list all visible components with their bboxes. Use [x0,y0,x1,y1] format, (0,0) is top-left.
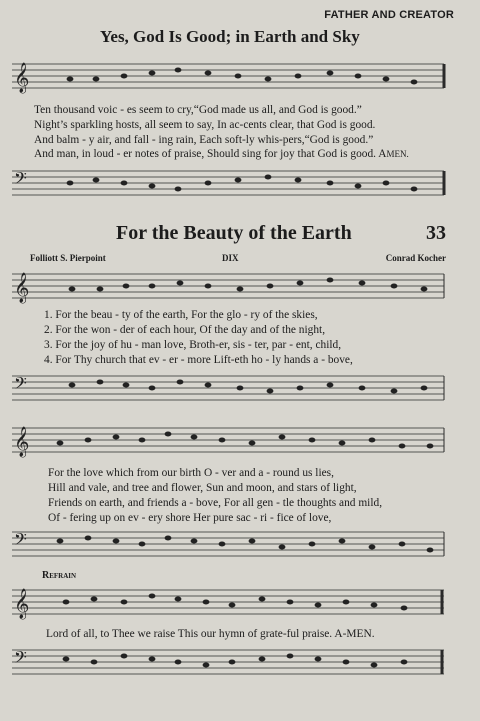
verse-line: 4. For Thy church that ev - er - more Lift-eth ho - ly hands a - bove, [44,354,353,366]
svg-text:𝄢: 𝄢 [14,529,27,553]
svg-text:𝄞: 𝄞 [14,273,30,303]
hymn-title: For the Beauty of the Earth [116,222,352,244]
bass-staff-3 [12,524,450,564]
hymn-title: Yes, God Is Good; in Earth and Sky [100,27,360,46]
lyric-line: Night’s sparkling hosts, all seem to say, In ac-cents clear, that God is good. [34,119,376,131]
treble-staff-1 [12,56,450,96]
verse-line: 1. For the beau - ty of the earth, For the glo - ry of the skies, [44,309,318,321]
treble-staff-2 [12,266,450,306]
lyric-line: And balm - y air, and fall - ing rain, Each soft-ly whis-pers,“God is good.” [34,134,374,146]
verse-line: For the love which from our birth O - ver and a - round us lies, [48,467,334,479]
refrain-line: Lord of all, to Thee we raise This our hymn of grate-ful praise. A-MEN. [46,628,375,640]
svg-text:𝄞: 𝄞 [14,63,30,93]
bass-staff-2 [12,368,450,408]
treble-staff-3 [12,420,450,460]
treble-staff-4 [12,582,450,622]
lyric-line: Ten thousand voic - es seem to cry,“God made us all, and God is good.” [34,104,362,116]
tune-name: DIX [222,253,239,263]
hymn-author: Folliott S. Pierpoint [30,253,106,263]
section-header: FATHER AND CREATOR [324,9,454,21]
svg-text:𝄢: 𝄢 [14,168,27,192]
bass-staff-4 [12,642,450,682]
svg-text:𝄢: 𝄢 [14,647,27,671]
verse-line: Of - fering up on ev - ery shore Her pure sac - ri - fice of love, [48,512,332,524]
hymn-number: 33 [426,222,446,244]
verse-line: 3. For the joy of hu - man love, Broth-er, sis - ter, par - ent, child, [44,339,342,351]
bass-staff-1 [12,163,450,203]
hymn-composer: Conrad Kocher [385,253,446,263]
verse-line: Friends on earth, and friends a - bove, For all gen - tle thoughts and mild, [48,497,383,509]
verse-line: Hill and vale, and tree and flower, Sun and moon, and stars of light, [48,482,357,494]
svg-text:𝄞: 𝄞 [14,589,30,619]
refrain-label: Refrain [42,570,77,581]
lyric-line: And man, in loud - er notes of praise, Should sing for joy that God is good. AMEN. [34,148,409,160]
svg-text:𝄞: 𝄞 [14,427,30,457]
svg-text:𝄢: 𝄢 [14,373,27,397]
verse-line: 2. For the won - der of each hour, Of the day and of the night, [44,324,326,336]
